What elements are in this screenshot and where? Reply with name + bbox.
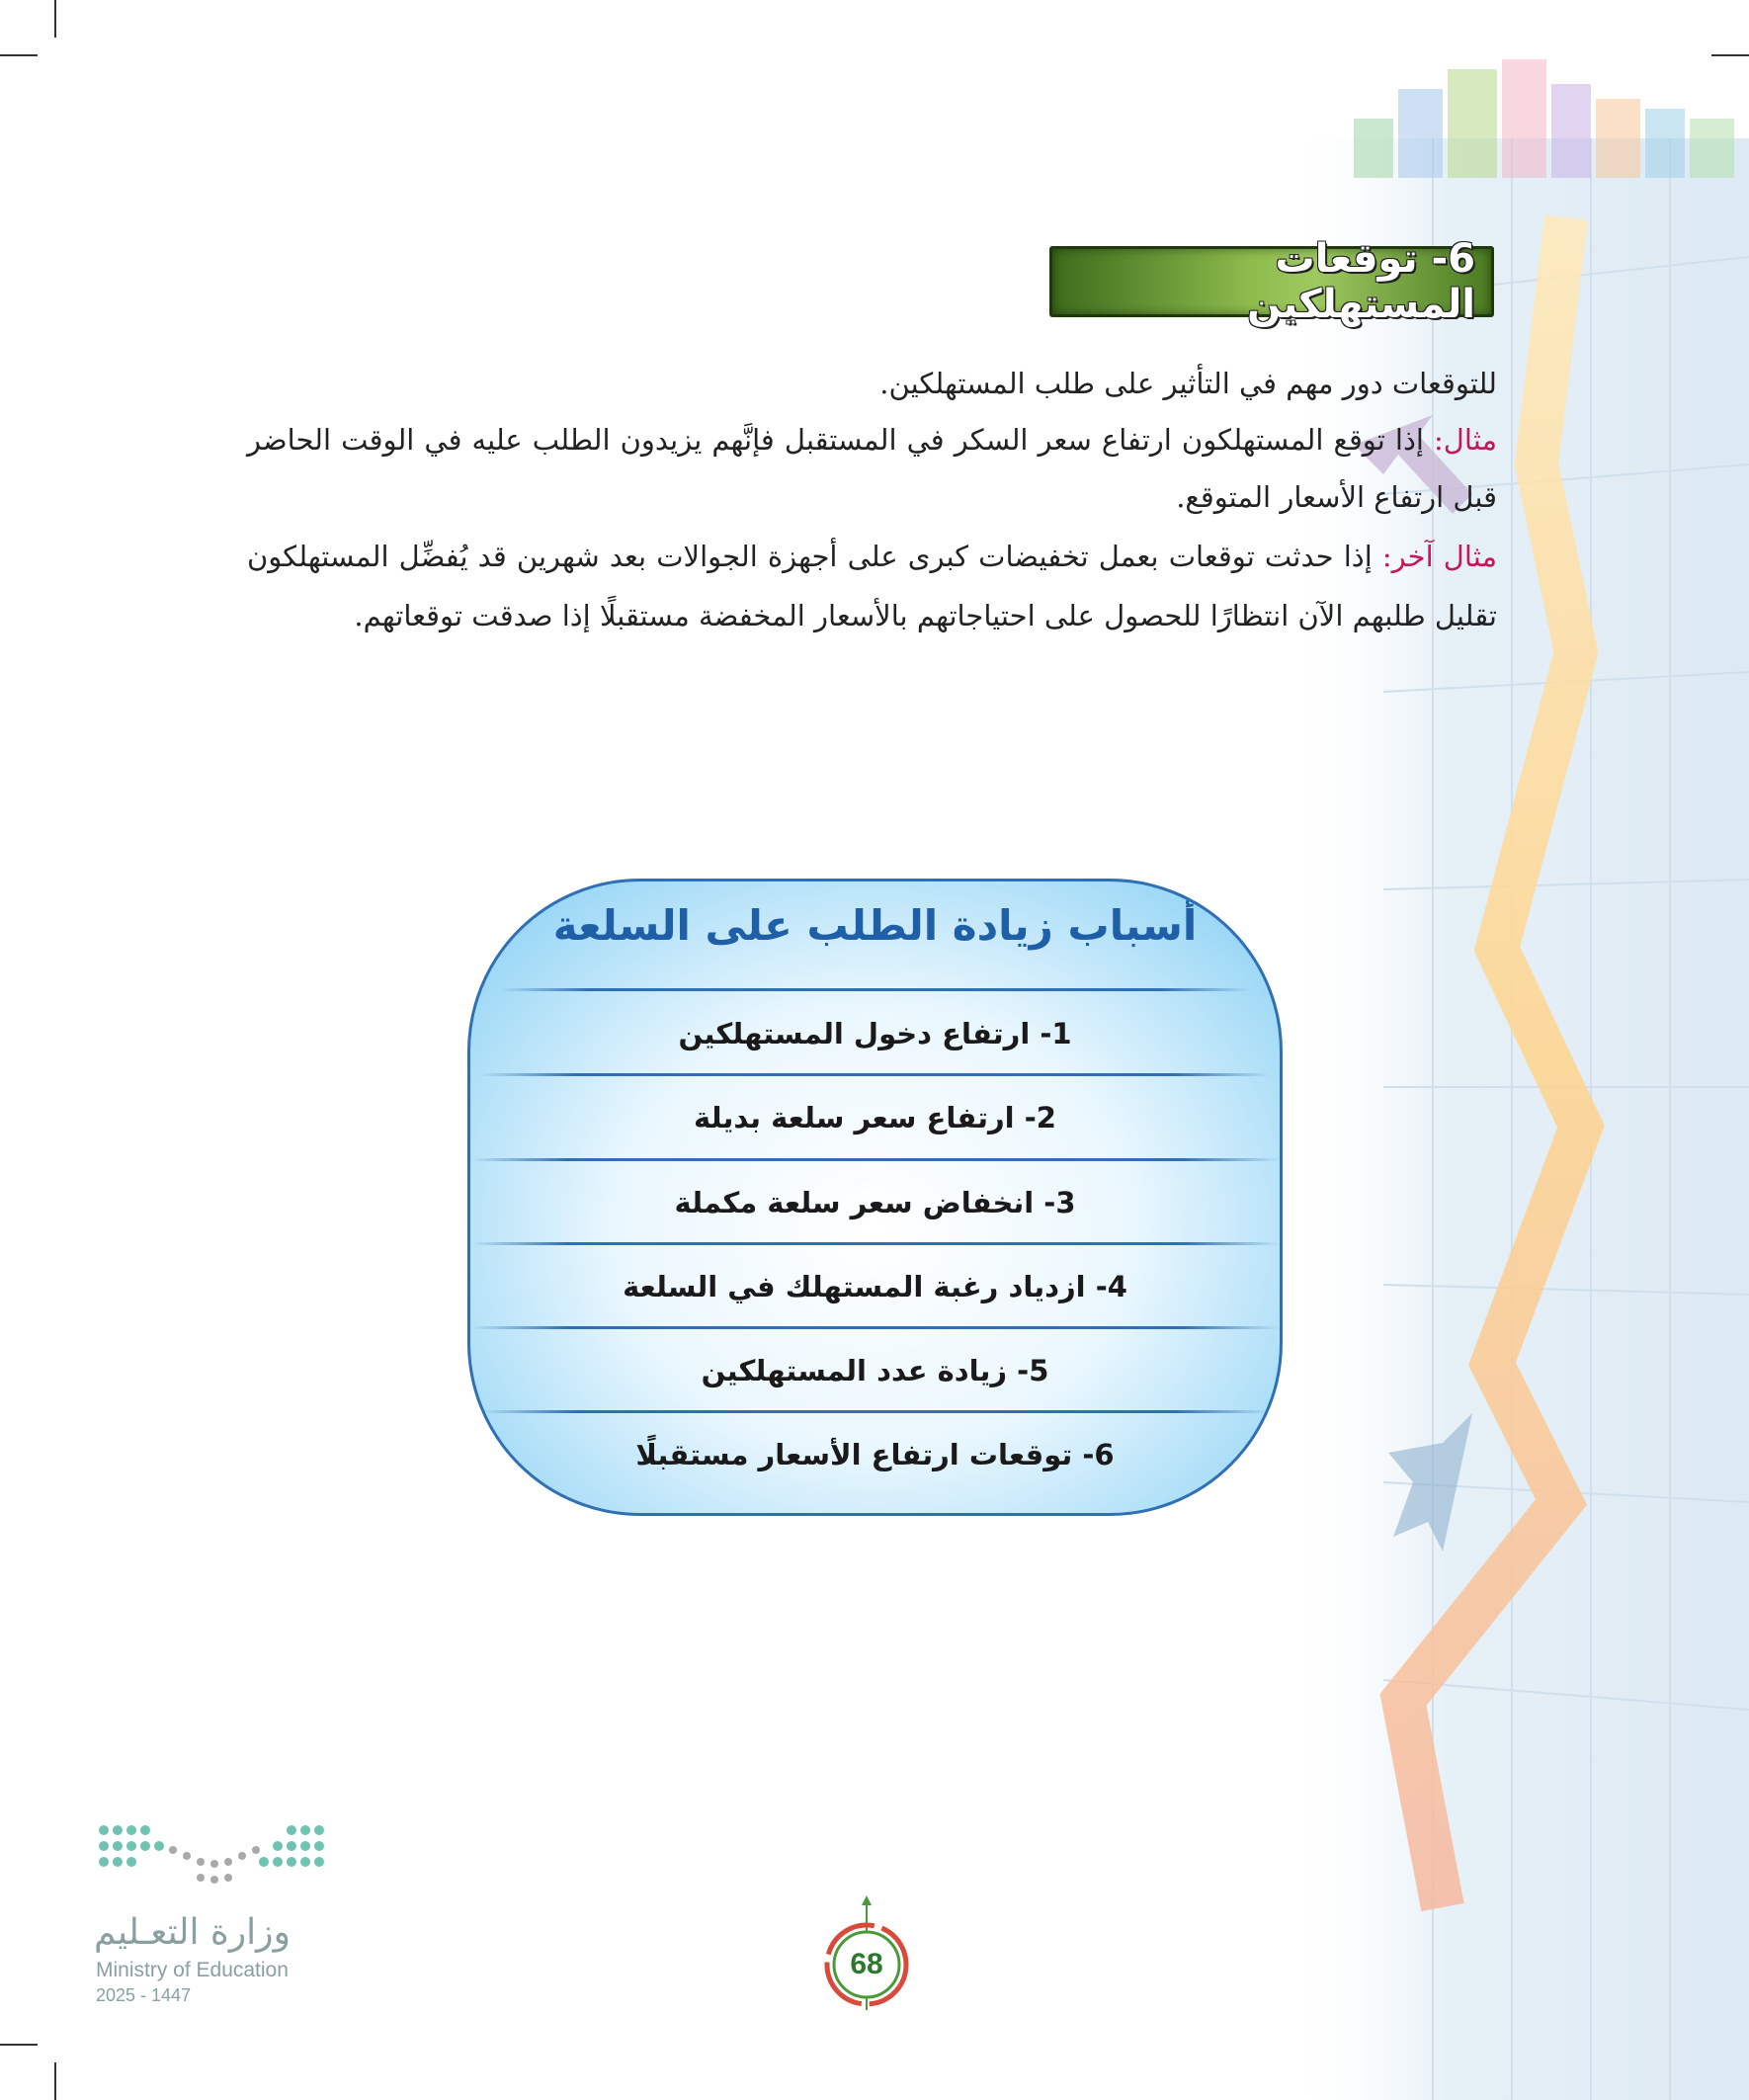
reason-item: 3- انخفاض سعر سلعة مكملة	[674, 1186, 1076, 1219]
example-paragraph	[247, 411, 1497, 526]
reason-item: 5- زيادة عدد المستهلكين	[701, 1354, 1049, 1387]
section-heading	[1049, 236, 1494, 327]
page-number: 68	[850, 1948, 883, 1980]
reason-item: 1- ارتفاع دخول المستهلكين	[678, 1017, 1072, 1050]
example-2-label: مثال آخر:	[1381, 540, 1497, 573]
ministry-name-english: Ministry of Education	[96, 1959, 289, 1981]
example-2-paragraph	[247, 527, 1497, 645]
example-2-text: إذا حدثت توقعات بعمل تخفيضات كبرى على أجهزة الجوالات بعد شهرين قد يُفضِّل المستهلكون تقليل طلبهم الآن انتظارًا للحصول على احتياجاتهم بالأسعار المخفضة مستقبلًا إذا صدقت توقعاتهم.	[247, 540, 1497, 632]
reason-item: 2- ارتفاع سعر سلعة بديلة	[694, 1101, 1056, 1134]
example-text: إذا توقع المستهلكون ارتفاع سعر السكر في المستقبل فإنَّهم يزيدون الطلب عليه في الوقت الحاضر قبل ارتفاع الأسعار المتوقع.	[247, 423, 1497, 514]
ministry-year: 2025 - 1447	[96, 1985, 192, 2005]
example-label: مثال:	[1434, 423, 1497, 457]
crop-mark	[54, 0, 56, 38]
reason-item: 6- توقعات ارتفاع الأسعار مستقبلًا	[635, 1438, 1115, 1471]
crop-mark	[0, 54, 38, 56]
intro-text: للتوقعات دور مهم في التأثير على طلب المستهلكين.	[879, 367, 1497, 400]
section-heading-text: 6- توقعات المستهلكين	[1247, 236, 1475, 327]
reason-item: 4- ازدياد رغبة المستهلك في السلعة	[623, 1270, 1127, 1303]
ministry-name-arabic: وزارة التعـليم	[94, 1912, 291, 1953]
intro-paragraph	[247, 361, 1497, 406]
crop-mark	[0, 2044, 38, 2046]
demand-reasons-box	[467, 879, 1283, 1516]
box-title: أسباب زيادة الطلب على السلعة	[552, 901, 1198, 950]
crop-mark	[54, 2062, 56, 2100]
divider	[500, 988, 1250, 991]
ministry-logo-icon	[94, 1820, 331, 1909]
